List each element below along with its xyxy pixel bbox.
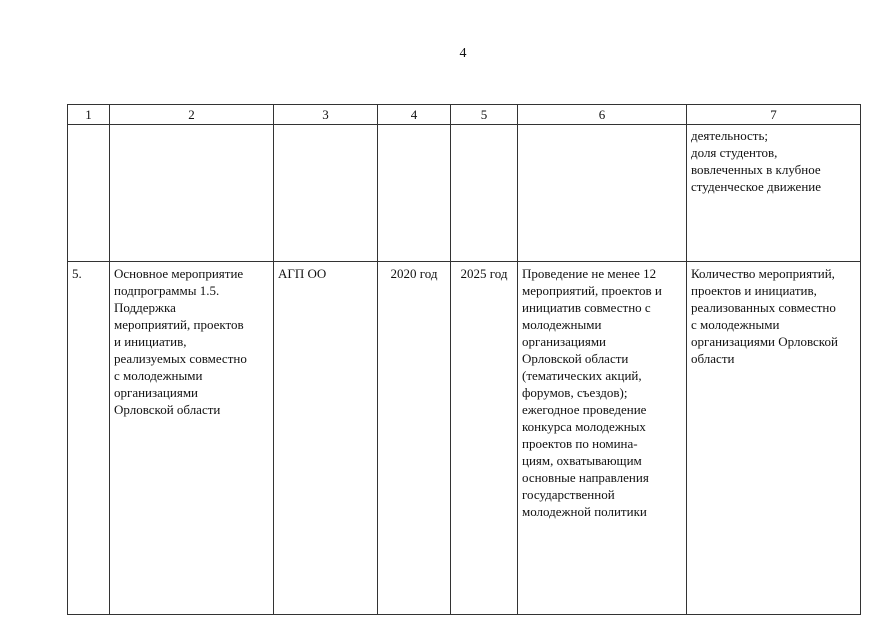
column-header: 2 — [110, 105, 274, 125]
cell-executor — [274, 125, 378, 262]
cell-activity — [110, 125, 274, 262]
cell-indicator: Количество мероприятий, проектов и инициатив, реализованных совместно с молодежными организациями Орловской области — [687, 262, 861, 615]
cell-indicator: деятельность; доля студентов, вовлеченных в клубное студенческое движение — [687, 125, 861, 262]
table-row-5 — [68, 262, 861, 615]
cell-activity: Основное мероприятие подпрограммы 1.5. Поддержка мероприятий, проектов и инициатив, реализуемых совместно с молодежными организациями Орловской области — [110, 262, 274, 615]
column-header: 4 — [378, 105, 451, 125]
column-header: 1 — [68, 105, 110, 125]
column-header: 5 — [451, 105, 518, 125]
table-header-row — [68, 105, 861, 125]
cell-expected-result: Проведение не менее 12 мероприятий, проектов и инициатив совместно с молодежными организациями Орловской области (тематических акций, форумов, съездов); ежегодное проведение конкурса молодежных проектов по номина- циям, охватывающим основные направления государственной молодежной политики — [518, 262, 687, 615]
cell-number: 5. — [68, 262, 110, 615]
page-number: 4 — [459, 46, 467, 61]
cell-expected-result — [518, 125, 687, 262]
column-header: 7 — [687, 105, 861, 125]
cell-end-year: 2025 год — [451, 262, 518, 615]
cell-start-year — [378, 125, 451, 262]
cell-number — [68, 125, 110, 262]
program-table — [67, 104, 861, 615]
table-row-continuation — [68, 125, 861, 262]
cell-start-year: 2020 год — [378, 262, 451, 615]
cell-executor: АГП ОО — [274, 262, 378, 615]
cell-end-year — [451, 125, 518, 262]
column-header: 3 — [274, 105, 378, 125]
column-header: 6 — [518, 105, 687, 125]
